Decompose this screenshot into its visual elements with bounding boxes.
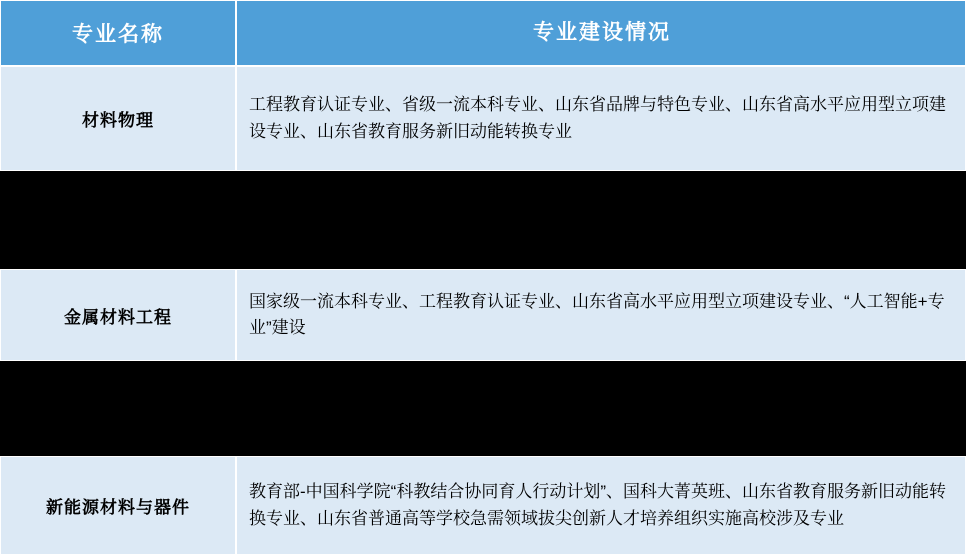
- row-separator: [0, 361, 966, 456]
- row-major-name: 材料物理: [0, 66, 236, 171]
- row-major-description: [236, 66, 966, 171]
- row-major-description-text: 工程教育认证专业、省级一流本科专业、山东省品牌与特色专业、山东省高水平应用型立项建设专业、山东省教育服务新旧动能转换专业: [249, 95, 946, 141]
- table-row: [0, 66, 966, 171]
- row-major-description: [236, 269, 966, 361]
- header-cell-name: 专业名称: [0, 0, 236, 66]
- table-header-row: [0, 0, 966, 66]
- row-major-name: 金属材料工程: [0, 269, 236, 361]
- row-major-description-text: 国家级一流本科专业、工程教育认证专业、山东省高水平应用型立项建设专业、“人工智能+专业”建设: [249, 291, 945, 337]
- row-major-description: [236, 456, 966, 555]
- table-row: [0, 456, 966, 555]
- row-separator: [0, 171, 966, 269]
- row-major-name: 新能源材料与器件: [0, 456, 236, 555]
- table-row: [0, 269, 966, 361]
- header-cell-description: 专业建设情况: [236, 0, 966, 66]
- row-major-description-text: 教育部-中国科学院“科教结合协同育人行动计划”、国科大菁英班、山东省教育服务新旧动能转换专业、山东省普通高等学校急需领域拔尖创新人才培养组织实施高校涉及专业: [249, 482, 946, 528]
